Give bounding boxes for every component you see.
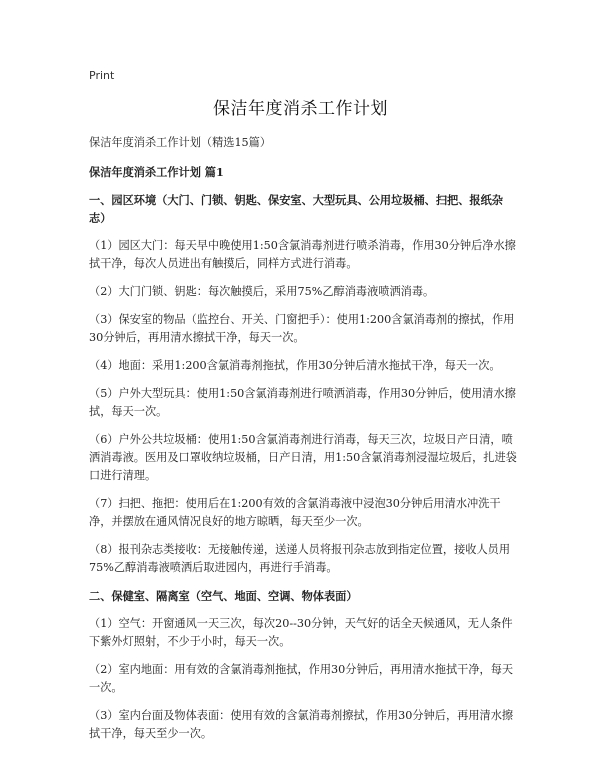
paragraph: （2）室内地面：用有效的含氯消毒剂拖拭，作用30分钟后，再用清水拖拭干净，每天一次。 [89,663,514,694]
chapter-heading: 保洁年度消杀工作计划 篇1 [89,165,224,179]
paragraph: （2）大门门锁、钥匙：每次触摸后，采用75%乙醇消毒液喷洒消毒。 [89,285,435,298]
section-heading-2: 二、保健室、隔离室（空气、地面、空调、物体表面） [89,589,358,603]
page-title: 保洁年度消杀工作计划 [213,99,388,119]
paragraph: （5）户外大型玩具：使用1:50含氯消毒剂进行喷洒消毒，作用30分钟后，使用清水擦拭，每天一次。 [89,387,516,418]
document-body [89,134,517,753]
paragraph: （7）扫把、拖把：使用后在1:200有效的含氯消毒液中浸泡30分钟后用清水冲洗干净，并摆放在通风情况良好的地方晾晒，每天至少一次。 [89,497,501,528]
paragraph: （6）户外公共垃圾桶：使用1:50含氯消毒剂进行消毒，每天三次，垃圾日产日清，喷洒消毒液。医用及口罩收纳垃圾桶，日产日清，用1:50含氯消毒剂浸湿垃圾后，扎进袋口进行清理。 [89,433,517,482]
paragraph: （1）空气：开窗通风一天三次，每次20--30分钟，天气好的话全天候通风，无人条件下紫外灯照射，不少于小时，每天一次。 [89,617,513,648]
paragraph: （4）地面：采用1:200含氯消毒剂拖拭，作用30分钟后清水拖拭干净，每天一次。 [89,359,501,372]
print-link[interactable]: Print [89,69,115,82]
document-subtitle: 保洁年度消杀工作计划（精选15篇） [89,136,272,149]
paragraph: （1）园区大门：每天早中晚使用1:50含氯消毒剂进行喷杀消毒，作用30分钟后净水擦拭干净，每次人员进出有触摸后，同样方式进行消毒。 [89,239,516,270]
paragraph: （8）报刊杂志类接收：无接触传递，送递人员将报刊杂志放到指定位置，接收人员用75%乙醇消毒液喷洒后取进园内，再进行手消毒。 [89,543,511,574]
paragraph: （3）室内台面及物体表面：使用有效的含氯消毒剂擦拭，作用30分钟后，再用清水擦拭干净，每天至少一次。 [89,709,514,740]
section-heading-1: 一、园区环境（大门、门锁、钥匙、保安室、大型玩具、公用垃圾桶、扫把、报纸杂志） [89,193,503,225]
paragraph: （3）保安室的物品（监控台、开关、门窗把手）：使用1:200含氯消毒剂的擦拭，作用30分钟后，再用清水擦拭干净，每天一次。 [89,313,515,344]
